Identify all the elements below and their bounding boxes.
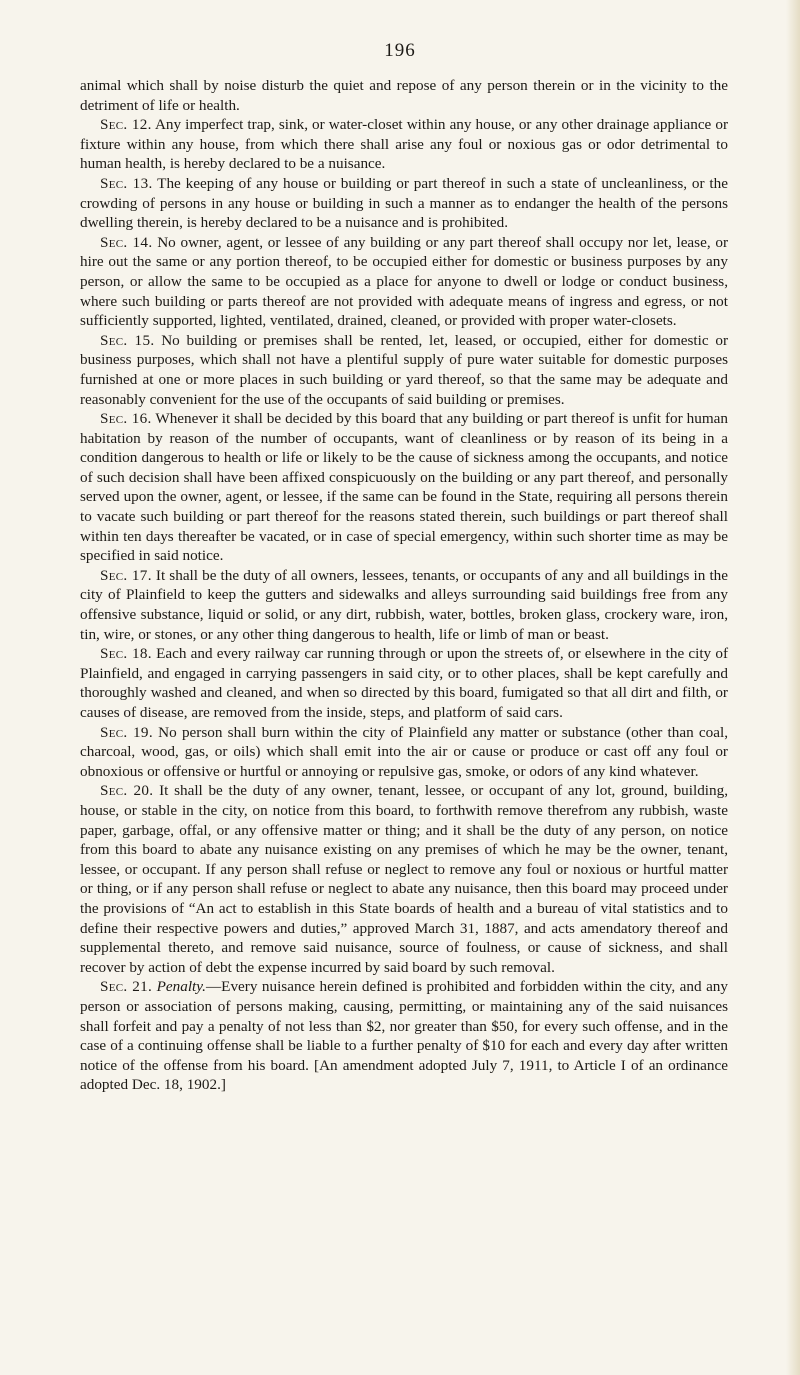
section-heading-penalty: Penalty. xyxy=(156,978,206,996)
section-13 xyxy=(80,174,728,233)
page-edge-shadow xyxy=(786,0,800,1375)
section-body: It shall be the duty of all owners, lessees, tenants, or occupants of any and all buildings in the city of Plainfield to keep the gutters and sidewalks and alleys surrounding said buildings free from any offensive substance, liquid or solid, or any dirt, rubbish, water, bottles, broken glass, crockery ware, iron, tin, wire, or stones, or any other thing dangerous to health, life or limb of man or beast. xyxy=(80,566,729,643)
section-17 xyxy=(80,566,728,644)
page-number: 196 xyxy=(384,40,416,61)
section-label: Sec. 21. xyxy=(100,978,153,996)
section-body: Any imperfect trap, sink, or water-closet within any house, or any other drainage appliance or fixture within any house, from which there shall arise any foul or noxious gas or odor detrimental to human health, is hereby declared to be a nuisance. xyxy=(80,116,729,173)
section-label: Sec. 12. xyxy=(100,116,152,134)
section-label: Sec. 13. xyxy=(100,174,153,192)
section-20 xyxy=(80,781,728,977)
section-body: Whenever it shall be decided by this board that any building or part thereof is unfit for human habitation by reason of the number of occupants, want of cleanliness or by reason of its being in a condition dangerous to health or life or likely to be the cause of sickness among the occupants, and notice of such decision shall have been affixed conspicuously on the building or any part thereof, and personally served upon the owner, agent, or lessee, if the same can be found in the State, requiring all persons therein to vacate such building or part thereof for the reasons stated therein, such buildings or part thereof shall within ten days thereafter be vacated, or in case of special emergency, within such shorter time as may be specified in said notice. xyxy=(80,410,729,565)
section-body: Each and every railway car running through or upon the streets of, or elsewhere in the city of Plainfield, and engaged in carrying passengers in said city, or to other places, shall be kept carefully and thoroughly washed and cleaned, and when so directed by this board, fumigated so that all dirt and filth, or causes of disease, are removed from the inside, steps, and platform of said cars. xyxy=(80,645,728,721)
section-21 xyxy=(80,977,728,1095)
section-body: No owner, agent, or lessee of any building or any part thereof shall occupy nor let, lease, or hire out the same or any portion thereof, to be occupied either for domestic or business purposes by any person, or allow the same to be occupied as a place for anyone to dwell or lodge or conduct business, where such building or parts thereof are not provided with adequate means of ingress and egress, or not sufficiently supported, lighted, ventilated, drained, cleaned, or provided with proper water-closets. xyxy=(80,233,729,330)
section-label: Sec. 20. xyxy=(100,782,154,800)
section-body: The keeping of any house or building or part thereof in such a state of uncleanliness, or the crowding of persons in any house or building in such a manner as to endanger the health of the persons dwelling therein, is hereby declared to be a nuisance and is prohibited. xyxy=(80,174,728,232)
section-body: No person shall burn within the city of Plainfield any matter or substance (other than coal, charcoal, wood, gas, or oils) which shall emit into the air or cause or produce or cast off any foul or obnoxious or offensive or hurtful or annoying or repulsive gas, smoke, or odors of any kind whatever. xyxy=(80,723,728,780)
section-label: Sec. 17. xyxy=(100,566,152,584)
section-label: Sec. 16. xyxy=(100,410,152,428)
section-19 xyxy=(80,723,728,782)
section-16 xyxy=(80,409,728,566)
section-label: Sec. 19. xyxy=(100,723,153,741)
section-14 xyxy=(80,233,728,331)
section-body: —Every nuisance herein defined is prohibited and forbidden within the city, and any person or association of persons making, causing, permitting, or maintaining any of the said nuisances shall forfeit and pay a penalty of not less than $2, nor greater than $50, for every such offense, and in the case of a continuing offense shall be liable to a further penalty of $10 for each and every day after written notice of the offense from his board. [An amendment adopted July 7, 1911, to Article I of an ordinance adopted Dec. 18, 1902.] xyxy=(80,978,728,1094)
section-12 xyxy=(80,115,728,174)
section-body: No building or premises shall be rented, let, leased, or occupied, either for domestic or business purposes, which shall not have a plentiful supply of pure water suitable for domestic purposes furnished at one or more places in such building or yard thereof, so that the same may be adequate and reasonably convenient for the use of the occupants of said building or premises. xyxy=(80,331,729,408)
section-15 xyxy=(80,331,728,409)
section-18 xyxy=(80,644,728,722)
section-label: Sec. 15. xyxy=(100,331,155,349)
section-body: It shall be the duty of any owner, tenant, lessee, or occupant of any lot, ground, building, house, or stable in the city, on notice from this board, to forthwith remove therefrom any rubbish, waste paper, garbage, offal, or any offensive matter or thing; and it shall be the duty of any person, on notice from this board to abate any nuisance existing on any premises of which he may be the owner, tenant, lessee, or occupant. If any person shall refuse or neglect to remove any foul or noxious or hurtful matter or thing, or if any person shall refuse or neglect to abate any nuisance, then this board may proceed under the provisions of “An act to establish in this State boards of health and a bureau of vital statistics and to define their respective powers and duties,” approved March 31, 1887, and acts amendatory thereof and supplemental thereto, and remove said nuisance, source of foulness, or cause of sickness, and shall recover by action of debt the expense incurred by said board by such removal. xyxy=(80,782,728,976)
section-label: Sec. 14. xyxy=(100,233,153,251)
ordinance-text xyxy=(80,76,728,1095)
opening-paragraph: animal which shall by noise disturb the quiet and repose of any person therein or in the vicinity to the detriment of life or health. xyxy=(80,77,728,114)
section-label: Sec. 18. xyxy=(100,645,152,663)
